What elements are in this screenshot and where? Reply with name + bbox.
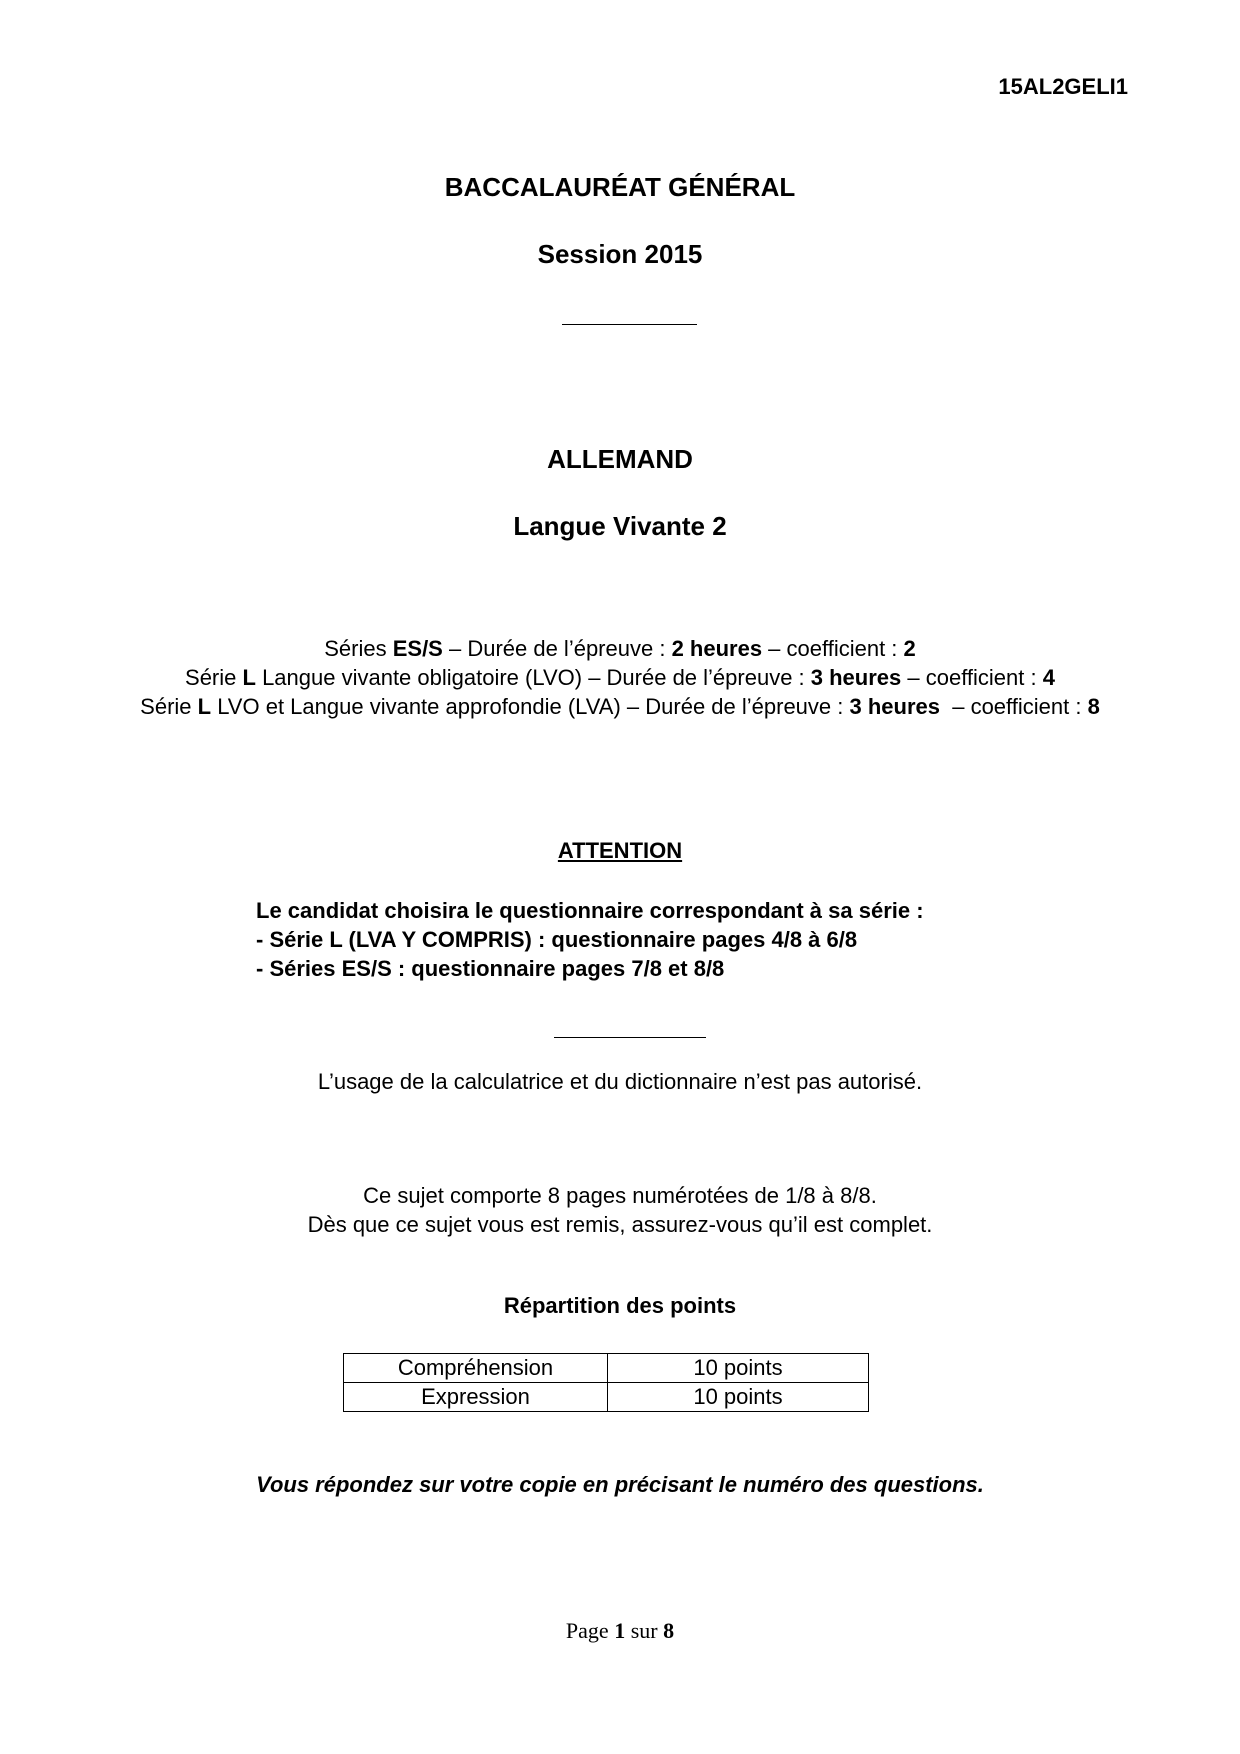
page-count-note: Ce sujet comporte 8 pages numérotées de 1/8 à 8/8. (363, 1183, 877, 1208)
section-cell: Expression (344, 1383, 608, 1412)
points-cell: 10 points (608, 1383, 869, 1412)
table-row (344, 1354, 869, 1383)
document-code: 15AL2GELI1 (998, 74, 1128, 99)
attention-line: Le candidat choisira le questionnaire correspondant à sa série : (256, 898, 924, 923)
page-footer: Page 1 sur 8 (565, 1618, 675, 1643)
attention-heading: ATTENTION (557, 838, 683, 863)
series-info (0, 634, 1240, 721)
series-line-l-lvo: Série L Langue vivante obligatoire (LVO) – Durée de l’épreuve : 3 heures – coefficient : 4 (185, 665, 1055, 690)
calculator-note: L’usage de la calculatrice et du dictionnaire n’est pas autorisé. (317, 1069, 923, 1094)
series-line-ess: Séries ES/S – Durée de l’épreuve : 2 heures – coefficient : 2 (324, 636, 916, 661)
language-level: Langue Vivante 2 (513, 511, 727, 541)
points-cell: 10 points (608, 1354, 869, 1383)
attention-instructions (256, 896, 924, 983)
subject-title: ALLEMAND (547, 444, 693, 474)
complete-note: Dès que ce sujet vous est remis, assurez-vous qu’il est complet. (307, 1212, 933, 1237)
section-cell: Compréhension (344, 1354, 608, 1383)
attention-line: - Séries ES/S : questionnaire pages 7/8 et 8/8 (256, 956, 725, 981)
series-line-l-lva: Série L LVO et Langue vivante approfondie (LVA) – Durée de l’épreuve : 3 heures – coefficient : 8 (140, 694, 1100, 719)
separator-line (562, 324, 697, 325)
exam-title: BACCALAURÉAT GÉNÉRAL (444, 172, 796, 202)
answer-instruction: Vous répondez sur votre copie en précisant le numéro des questions. (256, 1472, 984, 1497)
attention-line: - Série L (LVA Y COMPRIS) : questionnaire pages 4/8 à 6/8 (256, 927, 858, 952)
session-title: Session 2015 (537, 239, 703, 269)
table-row (344, 1383, 869, 1412)
points-table (343, 1353, 869, 1412)
separator-line (554, 1037, 706, 1038)
points-heading: Répartition des points (503, 1293, 737, 1318)
